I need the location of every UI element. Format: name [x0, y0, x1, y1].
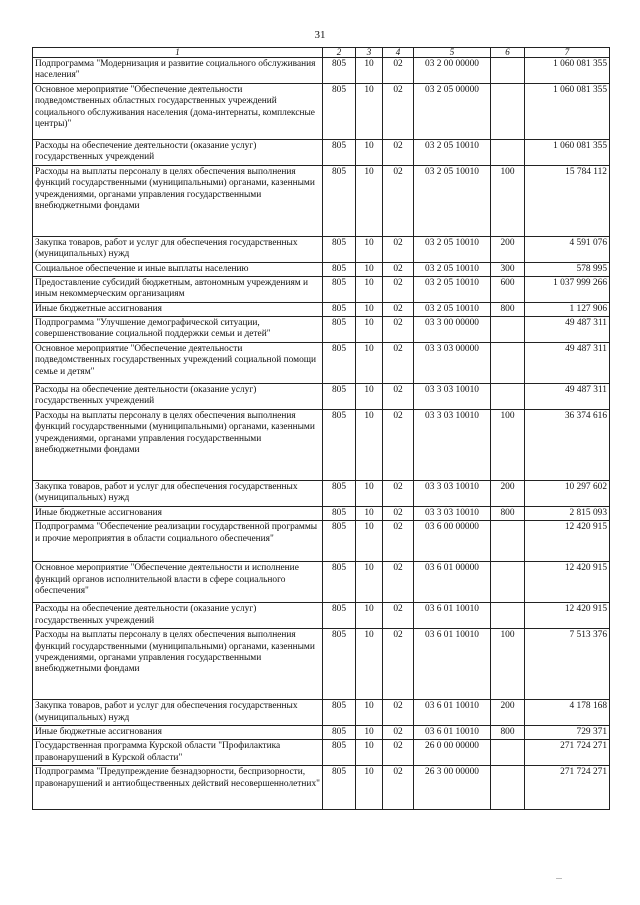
- table-row: [33, 726, 610, 740]
- row-ministry-code: 805: [323, 766, 356, 810]
- row-ministry-code: 805: [323, 166, 356, 237]
- row-section-code: 10: [356, 276, 383, 302]
- row-ministry-code: 805: [323, 58, 356, 84]
- row-amount: 12 420 915: [525, 603, 610, 629]
- table-row: [33, 302, 610, 316]
- row-subsection-code: 02: [383, 766, 414, 810]
- row-ministry-code: 805: [323, 343, 356, 384]
- table-header-row: [33, 48, 610, 58]
- row-expense-type: 800: [491, 302, 525, 316]
- row-ministry-code: 805: [323, 317, 356, 343]
- row-amount: 1 060 081 355: [525, 58, 610, 84]
- row-section-code: 10: [356, 317, 383, 343]
- row-section-code: 10: [356, 140, 383, 166]
- row-target-article: 03 2 05 10010: [414, 140, 491, 166]
- column-header: 5: [414, 48, 491, 58]
- row-description: Подпрограмма "Предупреждение безнадзорности, беспризорности, правонарушений и антиобщественных действий несовершеннолетних": [33, 766, 323, 810]
- row-target-article: 26 3 00 00000: [414, 766, 491, 810]
- row-description: Основное мероприятие "Обеспечение деятельности и исполнение функций органов исполнительной власти в сфере социального обеспечения": [33, 562, 323, 603]
- row-description: Расходы на выплаты персоналу в целях обеспечения выполнения функций государственными (муниципальными) органами, казенными учреждениями, органами управления государственными внебюджетными фондами: [33, 166, 323, 237]
- row-amount: 578 995: [525, 262, 610, 276]
- row-target-article: 03 6 00 00000: [414, 521, 491, 562]
- row-subsection-code: 02: [383, 343, 414, 384]
- row-section-code: 10: [356, 766, 383, 810]
- row-description: Основное мероприятие "Обеспечение деятельности подведомственных государственных учреждений социальной помощи семье и детям": [33, 343, 323, 384]
- row-section-code: 10: [356, 507, 383, 521]
- row-target-article: 03 6 01 10010: [414, 629, 491, 700]
- row-section-code: 10: [356, 481, 383, 507]
- row-ministry-code: 805: [323, 237, 356, 263]
- row-target-article: 03 3 03 10010: [414, 384, 491, 410]
- row-description: Закупка товаров, работ и услуг для обеспечения государственных (муниципальных) нужд: [33, 700, 323, 726]
- row-expense-type: [491, 317, 525, 343]
- row-subsection-code: 02: [383, 562, 414, 603]
- row-description: Предоставление субсидий бюджетным, автономным учреждениям и иным некоммерческим организациям: [33, 276, 323, 302]
- row-target-article: 03 3 03 10010: [414, 481, 491, 507]
- row-subsection-code: 02: [383, 262, 414, 276]
- row-ministry-code: 805: [323, 562, 356, 603]
- row-section-code: 10: [356, 740, 383, 766]
- table-row: [33, 629, 610, 700]
- row-target-article: 03 3 00 00000: [414, 317, 491, 343]
- row-section-code: 10: [356, 603, 383, 629]
- row-ministry-code: 805: [323, 629, 356, 700]
- row-description: Иные бюджетные ассигнования: [33, 302, 323, 316]
- row-section-code: 10: [356, 562, 383, 603]
- table-row: [33, 343, 610, 384]
- row-expense-type: 300: [491, 262, 525, 276]
- row-amount: 49 487 311: [525, 343, 610, 384]
- row-expense-type: [491, 58, 525, 84]
- table-row: [33, 384, 610, 410]
- row-amount: 729 371: [525, 726, 610, 740]
- column-header: 3: [356, 48, 383, 58]
- row-amount: 4 591 076: [525, 237, 610, 263]
- row-expense-type: 100: [491, 410, 525, 481]
- row-target-article: 03 2 05 10010: [414, 276, 491, 302]
- row-amount: 12 420 915: [525, 521, 610, 562]
- row-section-code: 10: [356, 262, 383, 276]
- row-target-article: 03 3 03 10010: [414, 410, 491, 481]
- row-amount: 1 060 081 355: [525, 140, 610, 166]
- row-ministry-code: 805: [323, 262, 356, 276]
- row-section-code: 10: [356, 84, 383, 140]
- table-row: [33, 740, 610, 766]
- row-subsection-code: 02: [383, 140, 414, 166]
- row-description: Закупка товаров, работ и услуг для обеспечения государственных (муниципальных) нужд: [33, 237, 323, 263]
- row-amount: 2 815 093: [525, 507, 610, 521]
- row-section-code: 10: [356, 58, 383, 84]
- row-amount: 12 420 915: [525, 562, 610, 603]
- row-section-code: 10: [356, 166, 383, 237]
- row-ministry-code: 805: [323, 384, 356, 410]
- row-section-code: 10: [356, 410, 383, 481]
- row-target-article: 03 2 00 00000: [414, 58, 491, 84]
- row-amount: 49 487 311: [525, 384, 610, 410]
- table-row: [33, 237, 610, 263]
- row-amount: 7 513 376: [525, 629, 610, 700]
- table-row: [33, 603, 610, 629]
- row-section-code: 10: [356, 521, 383, 562]
- row-expense-type: [491, 384, 525, 410]
- row-subsection-code: 02: [383, 384, 414, 410]
- budget-table: [32, 47, 610, 810]
- row-subsection-code: 02: [383, 740, 414, 766]
- row-target-article: 03 2 05 00000: [414, 84, 491, 140]
- row-description: Расходы на обеспечение деятельности (оказание услуг) государственных учреждений: [33, 140, 323, 166]
- row-subsection-code: 02: [383, 507, 414, 521]
- table-row: [33, 58, 610, 84]
- row-target-article: 26 0 00 00000: [414, 740, 491, 766]
- row-description: Закупка товаров, работ и услуг для обеспечения государственных (муниципальных) нужд: [33, 481, 323, 507]
- row-expense-type: [491, 84, 525, 140]
- column-header: 6: [491, 48, 525, 58]
- row-target-article: 03 6 01 10010: [414, 700, 491, 726]
- row-expense-type: 200: [491, 481, 525, 507]
- row-ministry-code: 805: [323, 410, 356, 481]
- row-description: Подпрограмма "Обеспечение реализации государственной программы и прочие мероприятия в области социального обеспечения": [33, 521, 323, 562]
- row-expense-type: [491, 766, 525, 810]
- row-description: Социальное обеспечение и иные выплаты населению: [33, 262, 323, 276]
- table-row: [33, 481, 610, 507]
- row-expense-type: 200: [491, 700, 525, 726]
- row-description: Подпрограмма "Модернизация и развитие социального обслуживания населения": [33, 58, 323, 84]
- row-description: Государственная программа Курской области "Профилактика правонарушений в Курской области": [33, 740, 323, 766]
- row-target-article: 03 6 01 10010: [414, 603, 491, 629]
- row-description: Расходы на выплаты персоналу в целях обеспечения выполнения функций государственными (муниципальными) органами, казенными учреждениями, органами управления государственными внебюджетными фондами: [33, 629, 323, 700]
- row-ministry-code: 805: [323, 700, 356, 726]
- table-row: [33, 140, 610, 166]
- table-row: [33, 410, 610, 481]
- row-ministry-code: 805: [323, 481, 356, 507]
- row-section-code: 10: [356, 629, 383, 700]
- row-section-code: 10: [356, 726, 383, 740]
- row-subsection-code: 02: [383, 410, 414, 481]
- row-amount: 271 724 271: [525, 740, 610, 766]
- row-section-code: 10: [356, 343, 383, 384]
- row-amount: 1 127 906: [525, 302, 610, 316]
- table-row: [33, 562, 610, 603]
- row-amount: 15 784 112: [525, 166, 610, 237]
- table-row: [33, 166, 610, 237]
- row-expense-type: 200: [491, 237, 525, 263]
- table-row: [33, 766, 610, 810]
- row-target-article: 03 2 05 10010: [414, 166, 491, 237]
- row-description: Иные бюджетные ассигнования: [33, 726, 323, 740]
- row-description: Иные бюджетные ассигнования: [33, 507, 323, 521]
- column-header: 1: [33, 48, 323, 58]
- row-subsection-code: 02: [383, 700, 414, 726]
- row-subsection-code: 02: [383, 58, 414, 84]
- row-section-code: 10: [356, 237, 383, 263]
- row-ministry-code: 805: [323, 276, 356, 302]
- table-row: [33, 84, 610, 140]
- row-expense-type: 600: [491, 276, 525, 302]
- row-amount: 1 060 081 355: [525, 84, 610, 140]
- row-ministry-code: 805: [323, 521, 356, 562]
- row-expense-type: 800: [491, 507, 525, 521]
- row-subsection-code: 02: [383, 629, 414, 700]
- row-description: Расходы на выплаты персоналу в целях обеспечения выполнения функций государственными (муниципальными) органами, казенными учреждениями, органами управления государственными внебюджетными фондами: [33, 410, 323, 481]
- column-header: 7: [525, 48, 610, 58]
- row-expense-type: 100: [491, 629, 525, 700]
- row-expense-type: [491, 603, 525, 629]
- row-ministry-code: 805: [323, 302, 356, 316]
- row-description: Основное мероприятие "Обеспечение деятельности подведомственных областных государственных учреждений социального обслуживания населения (дома-интернаты, комплексные центры)": [33, 84, 323, 140]
- row-subsection-code: 02: [383, 481, 414, 507]
- table-row: [33, 317, 610, 343]
- row-target-article: 03 6 01 00000: [414, 562, 491, 603]
- row-expense-type: [491, 343, 525, 384]
- row-subsection-code: 02: [383, 302, 414, 316]
- row-amount: 271 724 271: [525, 766, 610, 810]
- row-amount: 10 297 602: [525, 481, 610, 507]
- scan-mark: [556, 878, 562, 879]
- row-expense-type: 100: [491, 166, 525, 237]
- row-target-article: 03 3 03 00000: [414, 343, 491, 384]
- row-section-code: 10: [356, 302, 383, 316]
- column-header: 2: [323, 48, 356, 58]
- row-description: Расходы на обеспечение деятельности (оказание услуг) государственных учреждений: [33, 603, 323, 629]
- row-subsection-code: 02: [383, 726, 414, 740]
- row-description: Подпрограмма "Улучшение демографической ситуации, совершенствование социальной поддержки семьи и детей": [33, 317, 323, 343]
- table-row: [33, 521, 610, 562]
- row-expense-type: [491, 521, 525, 562]
- row-target-article: 03 2 05 10010: [414, 262, 491, 276]
- row-amount: 36 374 616: [525, 410, 610, 481]
- row-expense-type: [491, 562, 525, 603]
- table-row: [33, 700, 610, 726]
- row-subsection-code: 02: [383, 521, 414, 562]
- row-target-article: 03 6 01 10010: [414, 726, 491, 740]
- page-number: 31: [314, 29, 326, 41]
- row-subsection-code: 02: [383, 166, 414, 237]
- row-ministry-code: 805: [323, 603, 356, 629]
- row-amount: 4 178 168: [525, 700, 610, 726]
- row-ministry-code: 805: [323, 140, 356, 166]
- row-amount: 1 037 999 266: [525, 276, 610, 302]
- row-target-article: 03 2 05 10010: [414, 237, 491, 263]
- row-target-article: 03 2 05 10010: [414, 302, 491, 316]
- row-expense-type: 800: [491, 726, 525, 740]
- table-row: [33, 507, 610, 521]
- column-header: 4: [383, 48, 414, 58]
- row-subsection-code: 02: [383, 276, 414, 302]
- row-subsection-code: 02: [383, 237, 414, 263]
- row-subsection-code: 02: [383, 603, 414, 629]
- row-expense-type: [491, 140, 525, 166]
- row-subsection-code: 02: [383, 317, 414, 343]
- row-expense-type: [491, 740, 525, 766]
- row-subsection-code: 02: [383, 84, 414, 140]
- row-target-article: 03 3 03 10010: [414, 507, 491, 521]
- row-amount: 49 487 311: [525, 317, 610, 343]
- table-row: [33, 276, 610, 302]
- row-ministry-code: 805: [323, 507, 356, 521]
- row-description: Расходы на обеспечение деятельности (оказание услуг) государственных учреждений: [33, 384, 323, 410]
- table-row: [33, 262, 610, 276]
- row-ministry-code: 805: [323, 84, 356, 140]
- row-ministry-code: 805: [323, 740, 356, 766]
- row-ministry-code: 805: [323, 726, 356, 740]
- row-section-code: 10: [356, 384, 383, 410]
- row-section-code: 10: [356, 700, 383, 726]
